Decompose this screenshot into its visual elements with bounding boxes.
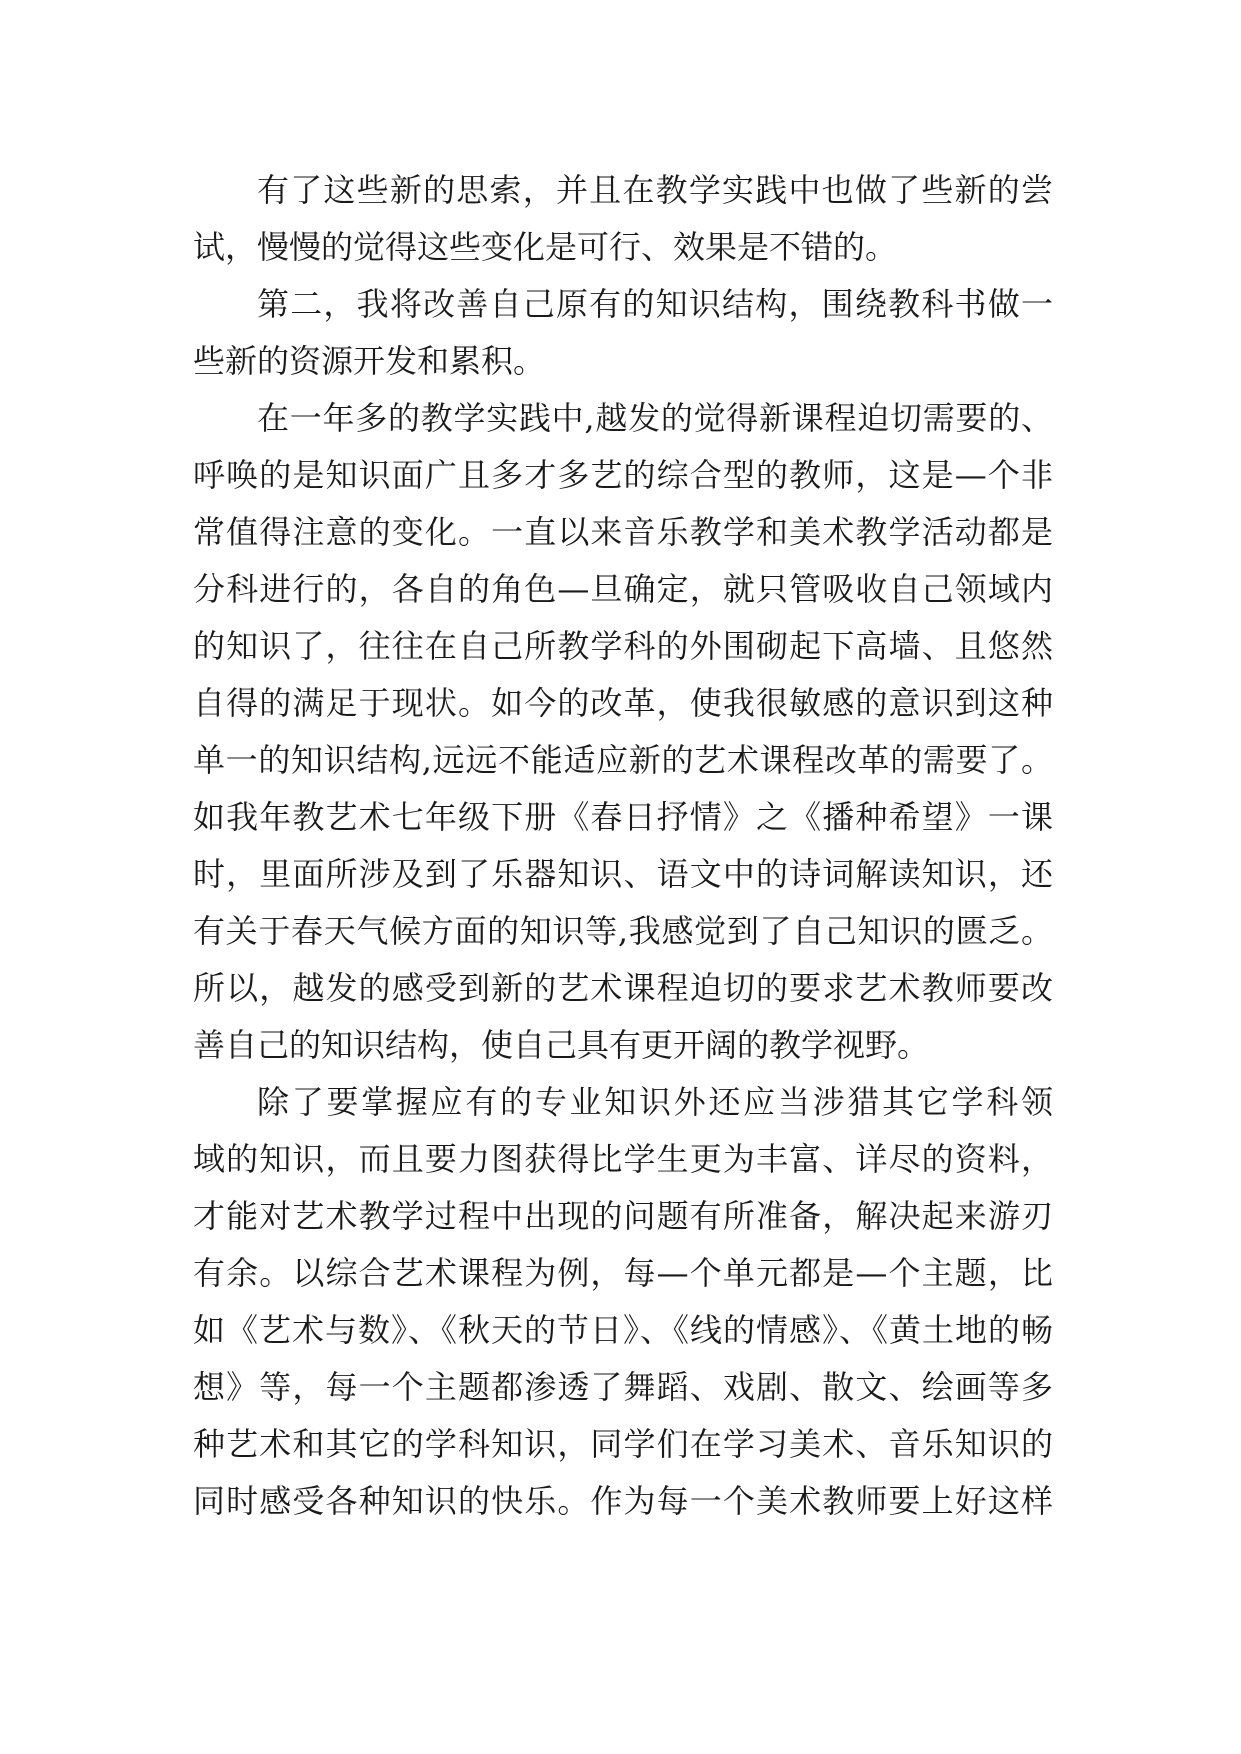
text-line: 所以，越发的感受到新的艺术课程迫切的要求艺术教师要改 [193,969,1053,1007]
text-line: 除了要掌握应有的专业知识外还应当涉猎其它学科领 [257,1083,1053,1121]
text-line: 试，慢慢的觉得这些变化是可行、效果是不错的。 [193,228,898,266]
text-line: 分科进行的，各自的角色—旦确定，就只管吸收自己领域内 [193,570,1053,608]
text-line: 如我年教艺术七年级下册《春日抒情》之《播种希望》一课 [193,798,1053,836]
text-line: 域的知识，而且要力图获得比学生更为丰富、详尽的资料， [193,1140,1053,1178]
paragraph-2 [193,276,1053,390]
text-line: 呼唤的是知识面广且多才多艺的综合型的教师，这是—个非 [193,456,1053,494]
text-line: 第二，我将改善自己原有的知识结构，围绕教科书做一 [257,285,1053,323]
text-line: 善自己的知识结构，使自己具有更开阔的教学视野。 [193,1026,930,1064]
paragraph-1 [193,162,1053,276]
text-line: 同时感受各种知识的快乐。作为每一个美术教师要上好这样 [193,1482,1053,1520]
text-line: 才能对艺术教学过程中出现的问题有所准备，解决起来游刃 [193,1197,1053,1235]
text-line: 有了这些新的思索，并且在教学实践中也做了些新的尝 [257,171,1053,209]
text-line: 自得的满足于现状。如今的改革，使我很敏感的意识到这种 [193,684,1053,722]
paragraph-3 [193,390,1053,1074]
text-line: 时，里面所涉及到了乐器知识、语文中的诗词解读知识，还 [193,855,1053,893]
body-text [193,162,1053,1530]
text-line: 些新的资源开发和累积。 [193,342,546,380]
text-line: 单一的知识结构,远远不能适应新的艺术课程改革的需要了。 [193,741,1053,779]
text-line: 在一年多的教学实践中,越发的觉得新课程迫切需要的、 [257,399,1053,437]
text-line: 想》等，每一个主题都渗透了舞蹈、戏剧、散文、绘画等多 [193,1368,1053,1406]
text-line: 种艺术和其它的学科知识，同学们在学习美术、音乐知识的 [193,1425,1053,1463]
text-line: 有关于春天气候方面的知识等,我感觉到了自己知识的匮乏。 [193,912,1053,950]
text-line: 的知识了，往往在自己所教学科的外围砌起下高墙、且悠然 [193,627,1053,665]
paragraph-4 [193,1074,1053,1530]
text-line: 有余。以综合艺术课程为例，每—个单元都是—个主题，比 [193,1254,1053,1292]
text-line: 常值得注意的变化。一直以来音乐教学和美术教学活动都是 [193,513,1053,551]
text-line: 如《艺术与数》、《秋天的节日》、《线的情感》、《黄土地的畅 [193,1311,1053,1349]
